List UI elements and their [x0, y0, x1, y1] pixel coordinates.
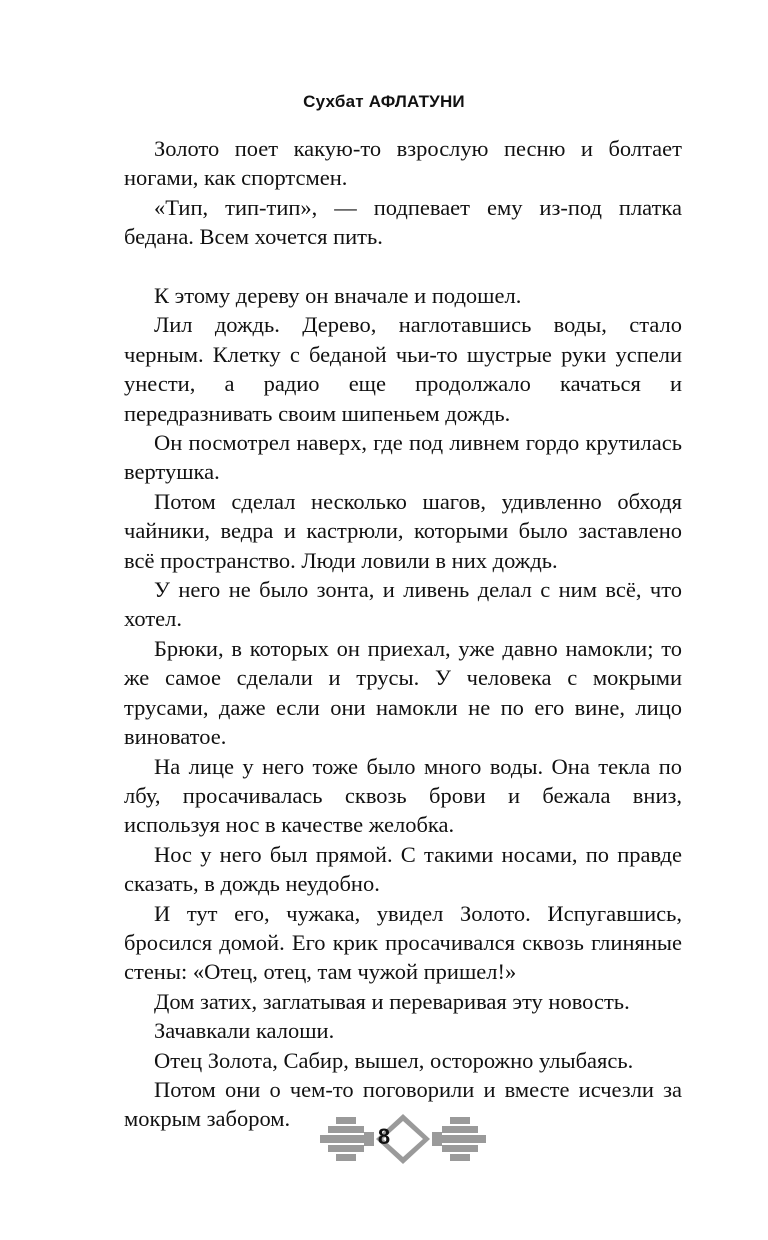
- paragraph-12: Дом затих, заглатывая и переваривая эту новость.: [154, 988, 630, 1014]
- paragraph-1: Золото поет какую-то взрослую песню и болтает ногами, как спортсмен.: [124, 136, 682, 191]
- paragraph-13: Зачавкали калоши.: [154, 1018, 335, 1044]
- paragraph-10: Нос у него был прямой. С такими носами, по правде сказать, в дождь неудобно.: [124, 841, 682, 897]
- paragraph-4: Лил дождь. Дерево, наглотавшись воды, стало черным. Клетку с беданой чьи-то шустрые руки успели унести, а радио еще продолжало качаться и передразнивать своим шипеньем дождь.: [124, 312, 682, 426]
- paragraph-15: Потом они о чем-то поговорили и вместе исчезли за мокрым забором.: [124, 1076, 682, 1132]
- paragraph-5: Он посмотрел наверх, где под ливнем гордо крутилась вертушка.: [124, 430, 682, 485]
- paragraph-11: И тут его, чужака, увидел Золото. Испугавшись, бросился домой. Его крик просачивался сквозь глиняные стены: «Отец, отец, там чужой пришел!»: [124, 900, 682, 985]
- body-text: [124, 134, 682, 1134]
- paragraph-14: Отец Золота, Сабир, вышел, осторожно улыбаясь.: [154, 1047, 634, 1073]
- paragraph-6: Потом сделал несколько шагов, удивленно обходя чайники, ведра и кастрюли, которыми было заставлено всё пространство. Люди ловили в них дождь.: [124, 488, 682, 573]
- paragraph-7: У него не было зонта, и ливень делал с ним всё, что хотел.: [124, 577, 682, 632]
- paragraph-9: На лице у него тоже было много воды. Она текла по лбу, просачивалась сквозь брови и бежала вниз, используя нос в качестве желобка.: [124, 753, 682, 838]
- paragraph-3: К этому дереву он вначале и подошел.: [154, 283, 522, 309]
- paragraph-8: Брюки, в которых он приехал, уже давно намокли; то же самое сделали и трусы. У человека с мокрыми трусами, даже если они намокли не по его вине, лицо виноватое.: [124, 635, 682, 750]
- page-number: 8: [377, 1124, 391, 1149]
- running-head: Сухбат АФЛАТУНИ: [303, 92, 465, 111]
- paragraph-2: «Тип, тип-тип», — подпевает ему из-под платка бедана. Всем хочется пить.: [124, 194, 682, 250]
